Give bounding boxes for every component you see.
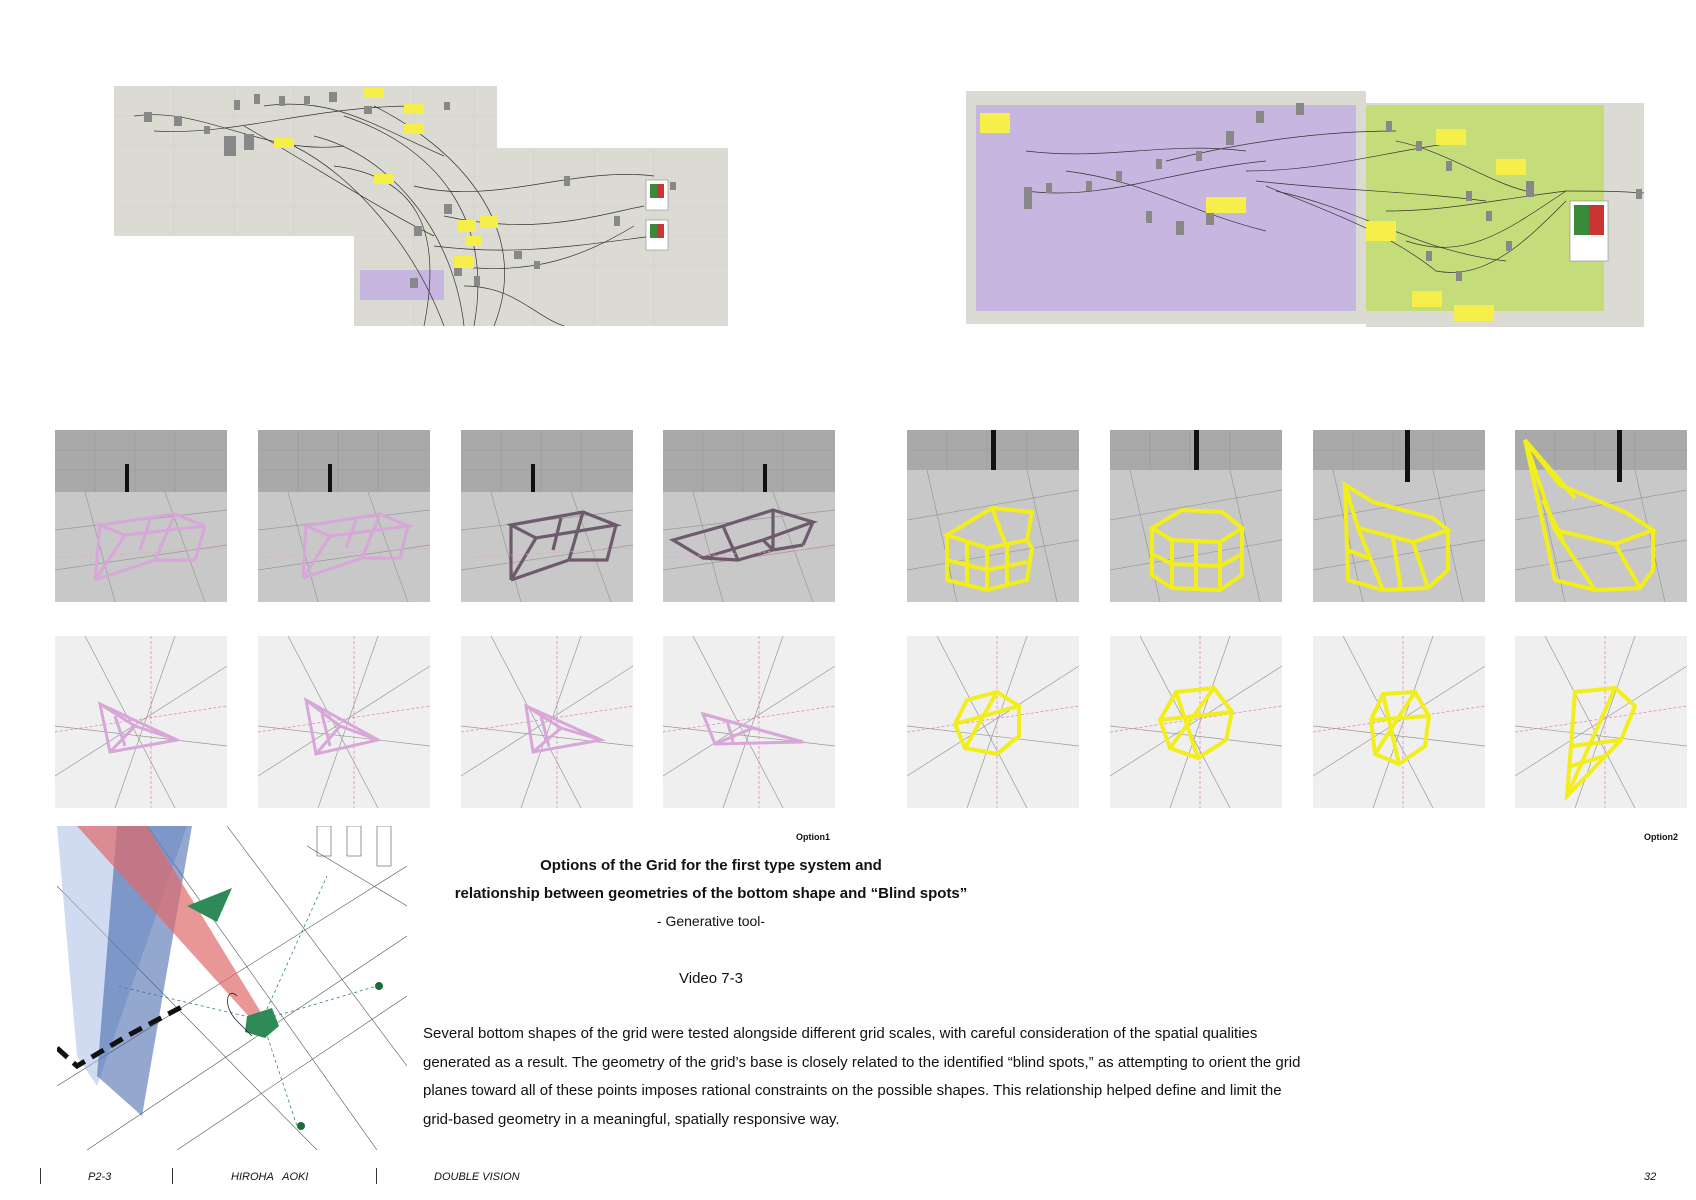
option1-perspective-view-3 [461,430,633,602]
option1-plan-view-2 [258,636,430,808]
footer-divider-2 [172,1168,173,1184]
grasshopper-definition-left [114,86,728,326]
body-paragraph: Several bottom shapes of the grid were tested alongside different grid scales, with careful consideration of the spatial qualities generated as a result. The geometry of the grid’s base is closely related to the identified “blind spots,” as attempting to orient the grid planes toward all of these points imposes rational constraints on the possible shapes. This relationship helped define and limit the grid-based geometry in a meaningful, spatially responsive way. [423,1025,1301,1128]
heading-subtitle: - Generative tool- [656,913,766,929]
footer-page-code: P2-3 [88,1171,112,1183]
option2-plan-view-2 [1110,636,1282,808]
option1-plan-view-3 [461,636,633,808]
footer-author: HIROHA AOKI [231,1171,309,1183]
option1-perspective-view-2 [258,430,430,602]
video-reference: Video 7-3 [679,970,743,987]
option2-caption: Option2 [1644,832,1678,842]
option2-plan-view-3 [1313,636,1485,808]
footer-page-number: 32 [1644,1171,1657,1183]
option2-perspective-view-2 [1110,430,1282,602]
footer-divider-1 [40,1168,41,1184]
blind-spots-diagram [57,826,407,1150]
option2-plan-view-4 [1515,636,1687,808]
option1-perspective-view-1 [55,430,227,602]
option1-perspective-view-4 [663,430,835,602]
option1-caption: Option1 [796,832,830,842]
option1-plan-view-1 [55,636,227,808]
option2-perspective-view-3 [1313,430,1485,602]
heading-line-1: Options of the Grid for the first type system and [540,857,882,874]
heading-line-2: relationship between geometries of the bottom shape and “Blind spots” [454,885,968,902]
footer-project: DOUBLE VISION [434,1171,520,1183]
option2-plan-view-1 [907,636,1079,808]
footer-divider-3 [376,1168,377,1184]
option1-plan-view-4 [663,636,835,808]
option2-perspective-view-4 [1515,430,1687,602]
option2-perspective-view-1 [907,430,1079,602]
grasshopper-definition-right [966,91,1644,327]
